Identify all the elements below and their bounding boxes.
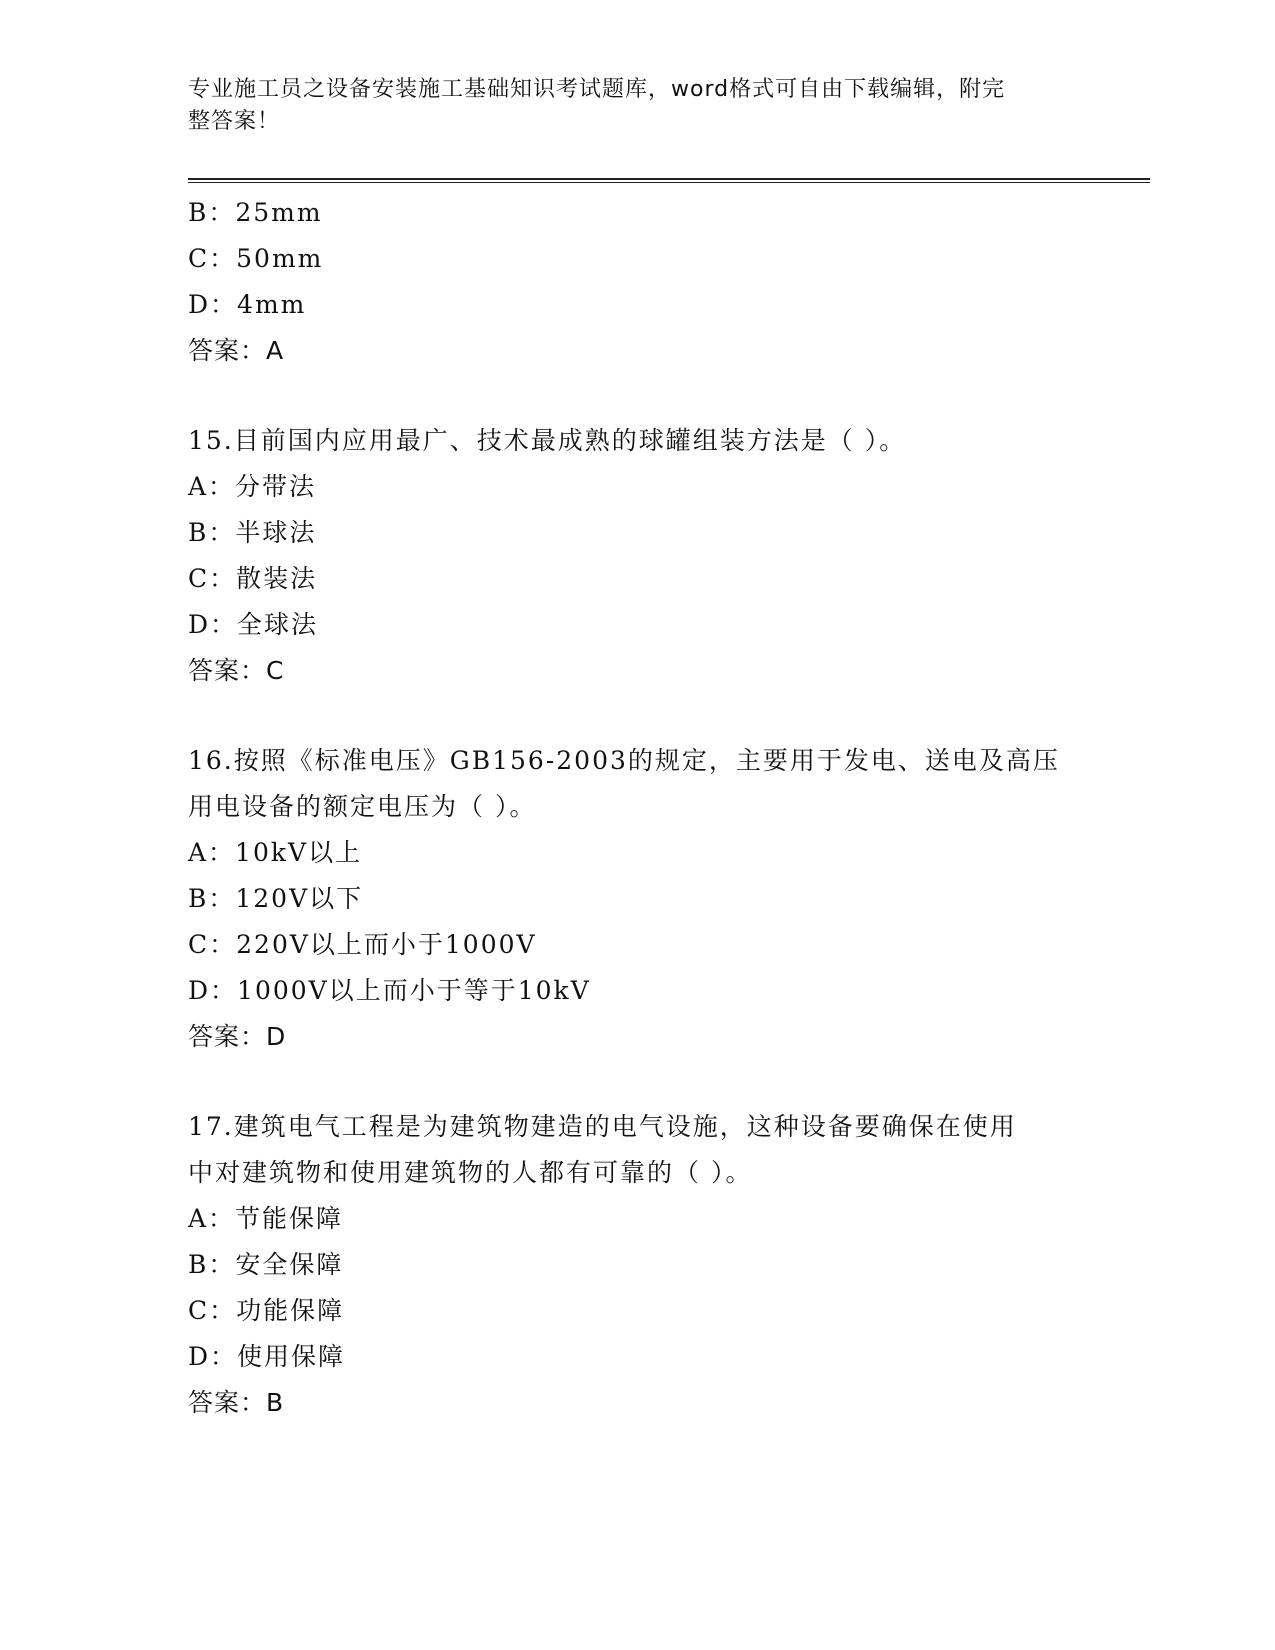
option-d: D：全球法 xyxy=(188,610,319,639)
option-a: A：节能保障 xyxy=(188,1204,344,1233)
header-divider xyxy=(188,178,1150,183)
option-b: B：半球法 xyxy=(188,518,317,547)
option-b: B：安全保障 xyxy=(188,1250,344,1279)
option-c: C：功能保障 xyxy=(188,1296,345,1325)
question-16 xyxy=(188,738,1088,1060)
question-text-cont: 用电设备的额定电压为（ ）。 xyxy=(188,792,537,821)
question-list xyxy=(188,190,1088,1426)
header-title-line-1: 专业施工员之设备安装施工基础知识考试题库，word格式可自由下载编辑，附完 xyxy=(188,77,1006,102)
option-b: B：120V以下 xyxy=(188,884,364,913)
question-17 xyxy=(188,1104,1088,1426)
question-text-cont: 中对建筑物和使用建筑物的人都有可靠的（ ）。 xyxy=(188,1158,753,1187)
header-title-line-2: 整答案！ xyxy=(188,109,281,134)
answer-label: 答案：C xyxy=(188,656,285,685)
answer-label: 答案：B xyxy=(188,1388,285,1417)
option-a: A：10kV以上 xyxy=(188,838,363,867)
option-c: C：50mm xyxy=(188,244,324,273)
option-b: B：25mm xyxy=(188,198,323,227)
answer-label: 答案：D xyxy=(188,1022,287,1051)
question-text: 16.按照《标准电压》GB156-2003的规定，主要用于发电、送电及高压 xyxy=(188,746,1060,775)
prev-question-block xyxy=(188,190,1088,374)
question-15 xyxy=(188,418,1088,694)
option-d: D：4mm xyxy=(188,290,307,319)
question-text: 15.目前国内应用最广、技术最成熟的球罐组装方法是（ ）。 xyxy=(188,426,907,455)
option-d: D：1000V以上而小于等于10kV xyxy=(188,976,591,1005)
page-header xyxy=(188,74,1068,138)
option-c: C：220V以上而小于1000V xyxy=(188,930,537,959)
answer-label: 答案：A xyxy=(188,336,285,365)
question-text: 17.建筑电气工程是为建筑物建造的电气设施，这种设备要确保在使用 xyxy=(188,1112,1017,1141)
option-d: D：使用保障 xyxy=(188,1342,346,1371)
option-c: C：散装法 xyxy=(188,564,318,593)
option-a: A：分带法 xyxy=(188,472,317,501)
